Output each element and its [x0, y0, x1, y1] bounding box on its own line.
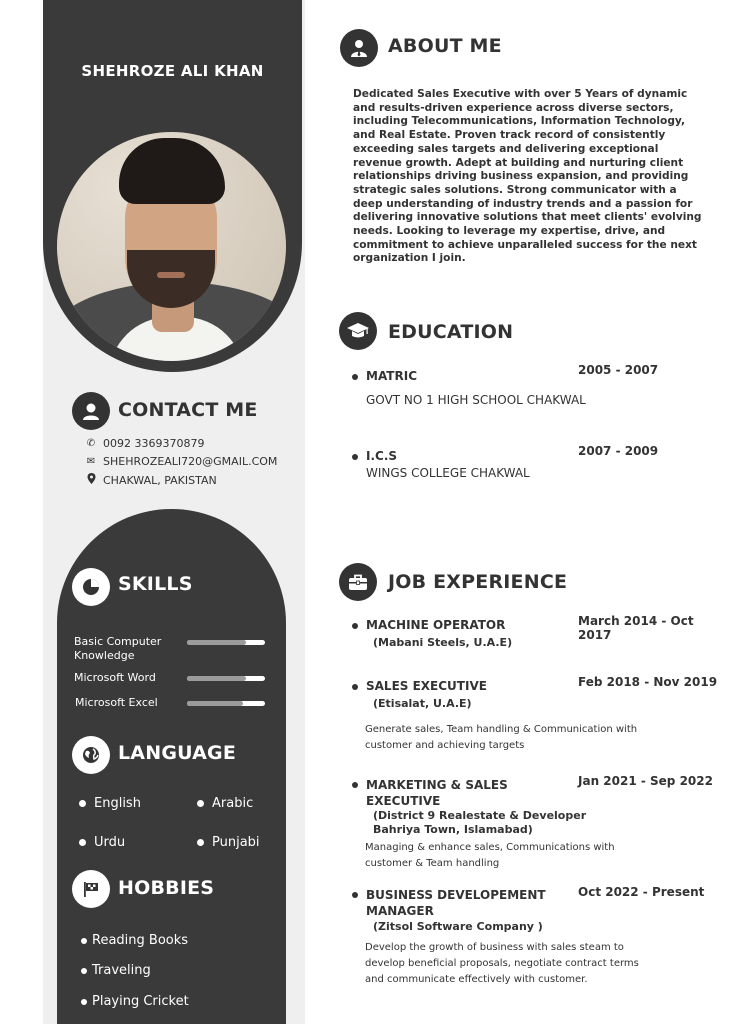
- education-years: 2005 - 2007: [578, 363, 659, 377]
- education-item: MATRIC: [352, 369, 417, 383]
- profile-photo: [57, 132, 286, 361]
- skill-bar: [187, 676, 265, 681]
- contact-email: [86, 455, 277, 468]
- job-dates: Jan 2021 - Sep 2022: [578, 774, 713, 788]
- language-item: Punjabi: [197, 835, 260, 850]
- skill-fill: [187, 676, 246, 681]
- skill-label: Microsoft Word: [74, 671, 156, 684]
- skill-bar: [187, 701, 265, 706]
- job-dates: Feb 2018 - Nov 2019: [578, 675, 718, 689]
- job-dates: March 2014 - Oct 2017: [578, 614, 694, 642]
- skill-label: Microsoft Excel: [75, 696, 158, 709]
- job-description: Generate sales, Team handling & Communication with customer and achieving targets: [365, 724, 638, 751]
- location-text: CHAKWAL, PAKISTAN: [103, 473, 217, 487]
- job-description: Managing & enhance sales, Communications with customer & Team handling: [365, 842, 615, 869]
- location-pin-icon: [86, 473, 96, 487]
- language-item: Urdu: [79, 835, 125, 850]
- job-item: MACHINE OPERATOR: [352, 618, 505, 632]
- globe-icon: [72, 736, 110, 774]
- contact-phone: [86, 437, 204, 450]
- job-company: (Zitsol Software Company ): [373, 920, 543, 933]
- hobby-item: Playing Cricket: [81, 994, 189, 1009]
- job-description: Develop the growth of business with sales steam to develop beneficial proposals, negotiate contract terms and communicate effectively with customer.: [365, 942, 639, 985]
- job-item: BUSINESS DEVELOPEMENT MANAGER: [352, 887, 546, 919]
- education-section-title: EDUCATION: [388, 321, 514, 343]
- briefcase-icon: [339, 563, 377, 601]
- about-text: Dedicated Sales Executive with over 5 Years of dynamic and results-driven experience across diverse sectors, including Telecommunications, Information Technology, and Real Estate. Proven track record of consistently exceeding sales targets and delivering exceptional revenue growth. Adept at building and nurturing client relationships driving business expansion, and providing strategic sales solutions. Strong communicator with a deep understanding of industry trends and a passion for delivering innovative solutions that meet clients' evolving needs. Looking to leverage my expertise, drive, and commitment to achieve unparalleled success for the next organization I join.: [353, 88, 702, 265]
- skill-fill: [187, 640, 246, 645]
- user-icon: [340, 29, 378, 67]
- education-years: 2007 - 2009: [578, 444, 659, 458]
- hobbies-section-title: HOBBIES: [118, 877, 215, 899]
- job-company: (Mabani Steels, U.A.E): [373, 636, 513, 649]
- skill-fill: [187, 701, 243, 706]
- education-item: I.C.S: [352, 449, 397, 463]
- phone-icon: ✆: [86, 438, 96, 449]
- experience-section-title: JOB EXPERIENCE: [388, 571, 568, 593]
- hobby-item: Reading Books: [81, 933, 188, 948]
- hobby-item: Traveling: [81, 963, 151, 978]
- language-section-title: LANGUAGE: [118, 742, 237, 764]
- skill-label: Basic Computer Knowledge: [74, 635, 162, 662]
- contact-location: [86, 473, 217, 487]
- job-item: SALES EXECUTIVE: [352, 679, 487, 693]
- about-section-title: ABOUT ME: [388, 35, 502, 57]
- education-school: WINGS COLLEGE CHAKWAL: [366, 466, 530, 480]
- phone-number: 0092 3369370879: [103, 437, 205, 450]
- candidate-name: SHEHROZE ALI KHAN: [81, 62, 264, 80]
- language-item: Arabic: [197, 796, 253, 811]
- user-icon: [72, 392, 110, 430]
- flag-icon: [72, 870, 110, 908]
- language-item: English: [79, 796, 141, 811]
- graduation-cap-icon: [339, 312, 377, 350]
- job-item: MARKETING & SALES EXECUTIVE: [352, 777, 508, 809]
- job-dates: Oct 2022 - Present: [578, 885, 705, 899]
- mail-icon: ✉: [86, 456, 96, 467]
- skills-section-title: SKILLS: [118, 573, 193, 595]
- skill-bar: [187, 640, 265, 645]
- job-company: (Etisalat, U.A.E): [373, 697, 472, 710]
- email-address: SHEHROZEALI720@GMAIL.COM: [103, 455, 278, 468]
- pie-chart-icon: [72, 568, 110, 606]
- contact-section-title: CONTACT ME: [118, 399, 258, 421]
- job-company: (District 9 Realestate & Developer Bahriya Town, Islamabad): [373, 809, 587, 836]
- education-school: GOVT NO 1 HIGH SCHOOL CHAKWAL: [366, 393, 586, 407]
